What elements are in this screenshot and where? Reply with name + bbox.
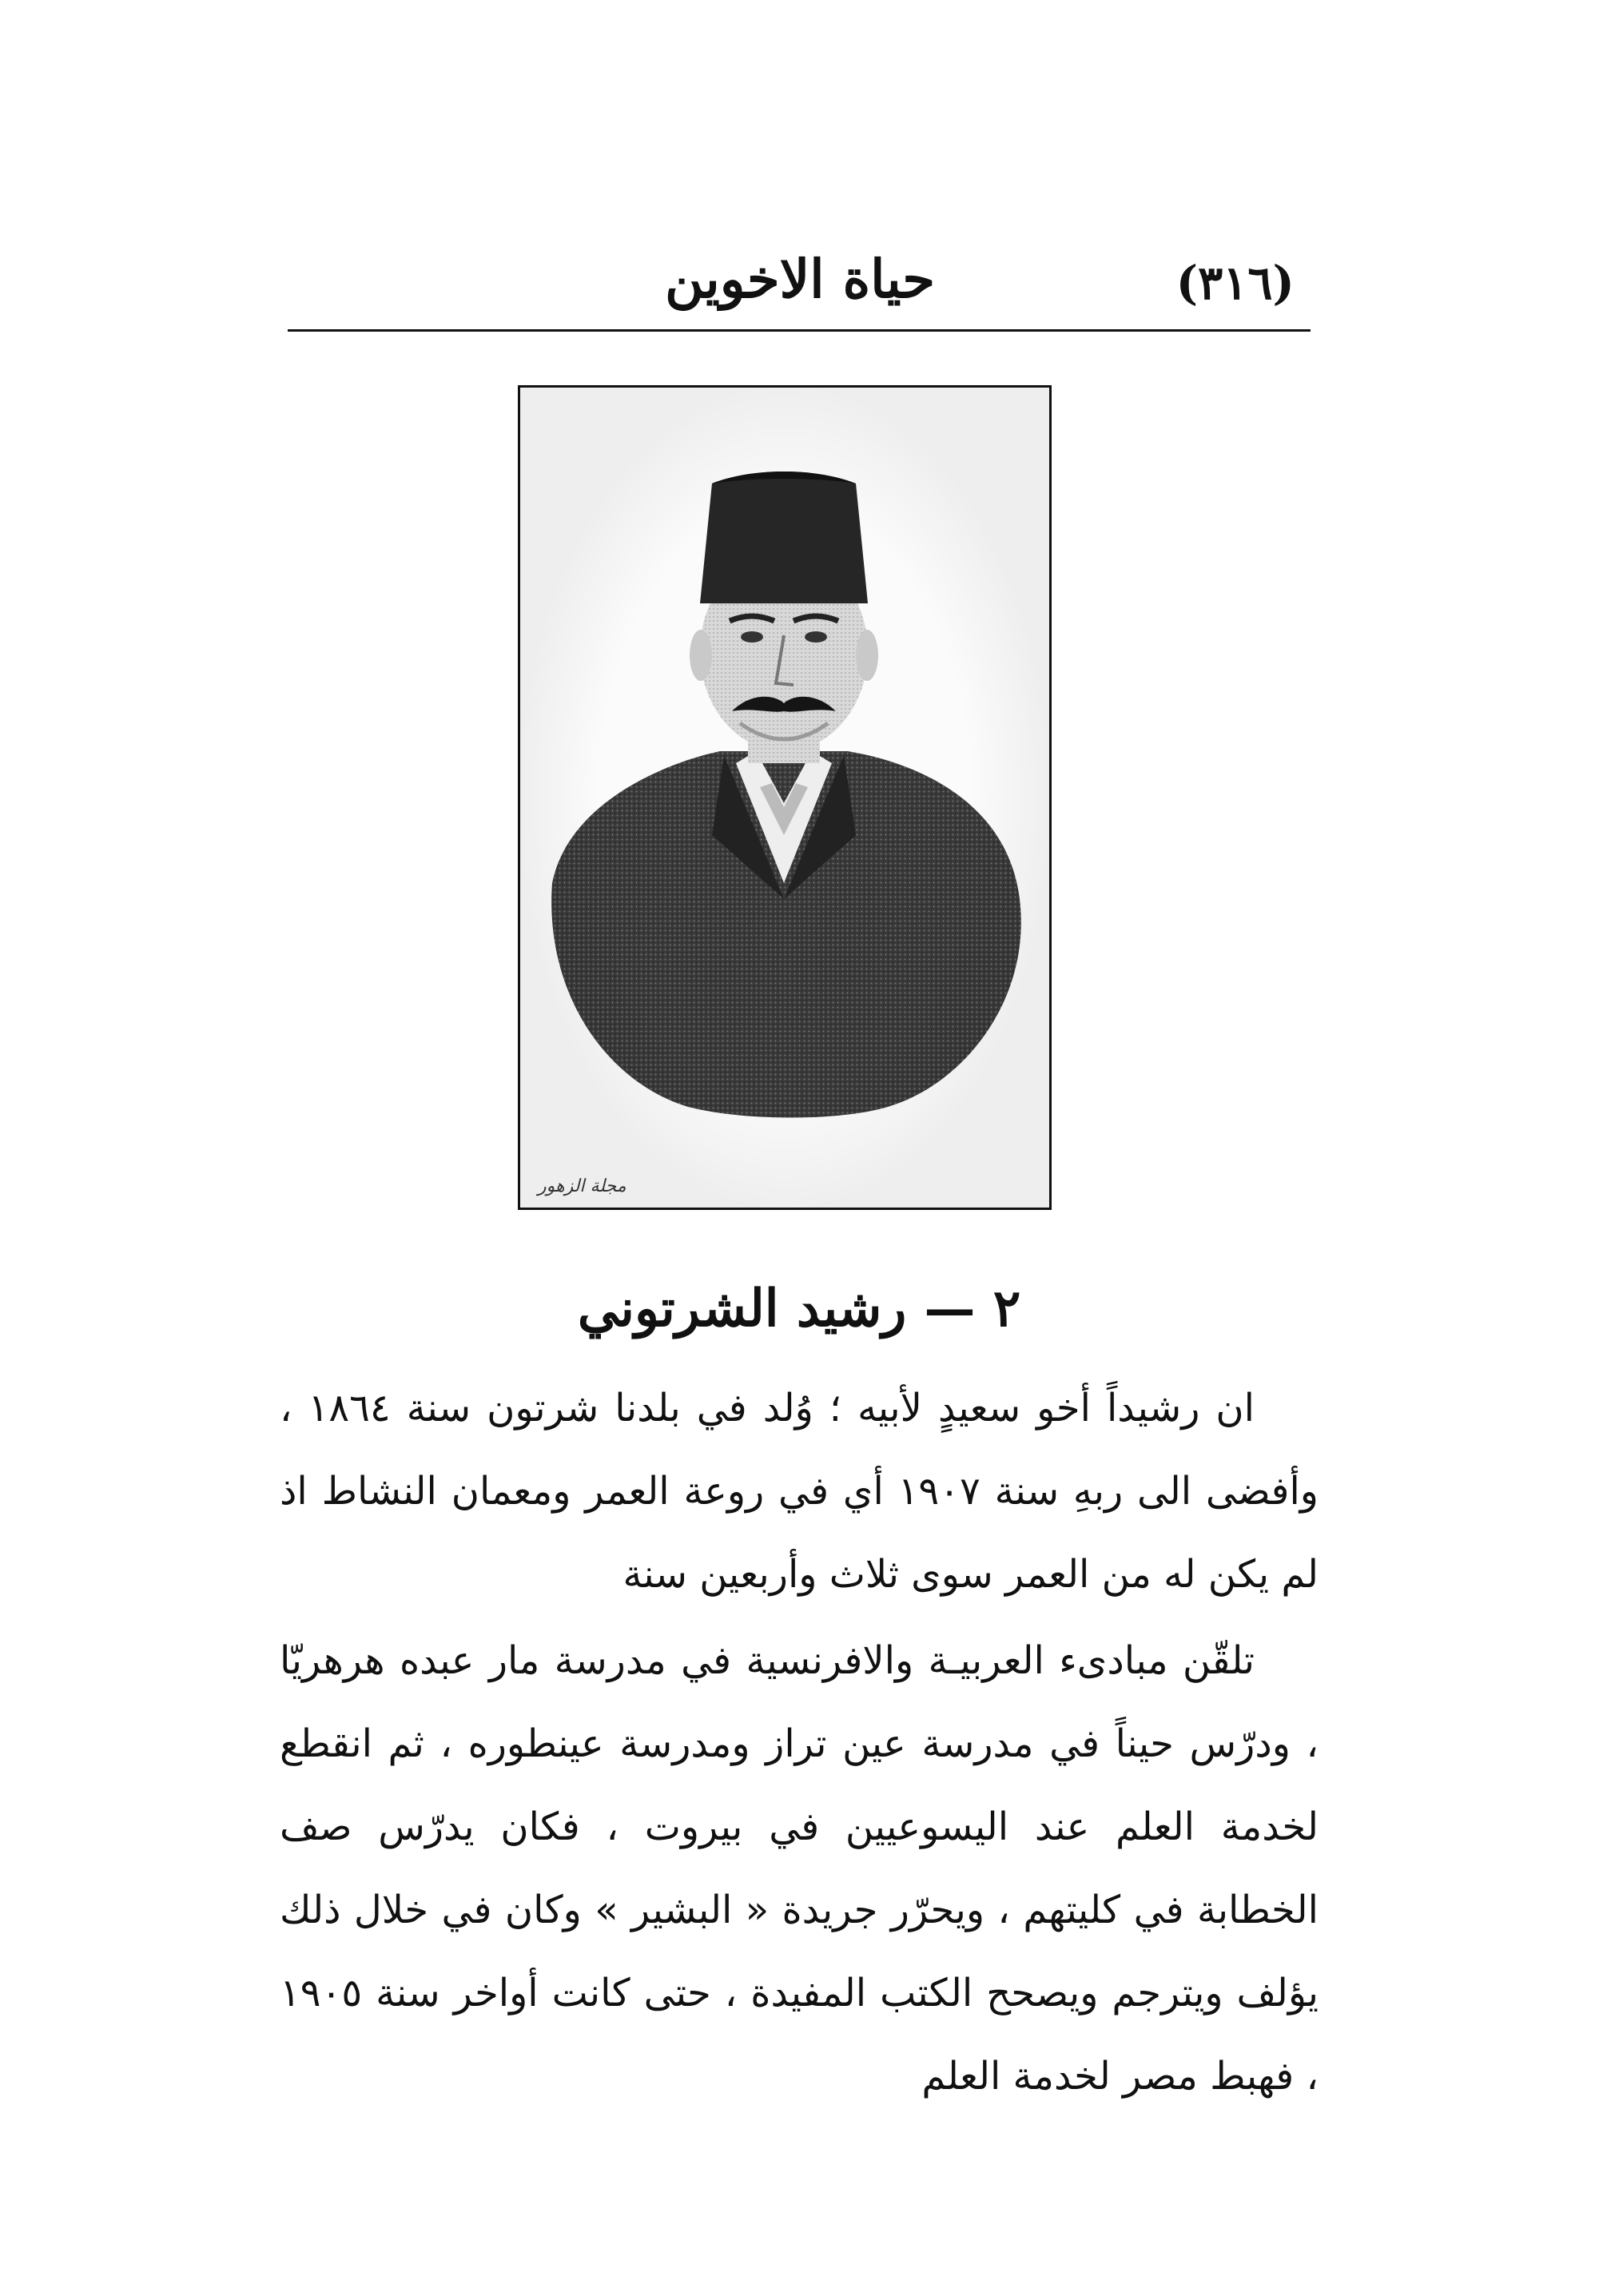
paragraph: تلقّن مبادىء العربيـة والافرنسية في مدرسة مار عبده هرهريّا ، ودرّس حيناً في مدرسة عين تراز ومدرسة عينطوره ، ثم انقطع لخدمة العلم عند اليسوعيين في بيروت ، فكان يدرّس صف الخطابة في كليتهم ، ويحرّر جريدة « البشير » وكان في خلال ذلك يؤلف ويترجم ويصحح الكتب المفيدة ، حتى كانت أواخر سنة ١٩٠٥ ، فهبط مصر لخدمة العلم xyxy=(280,1638,1319,2099)
portrait-photo xyxy=(518,385,1052,1210)
header-divider xyxy=(288,329,1311,332)
book-title: حياة الاخوين xyxy=(665,248,935,310)
photo-credit: مجلة الزهور xyxy=(538,1176,626,1196)
portrait-illustration xyxy=(520,388,1049,1208)
page-number: (٣١٦) xyxy=(1175,256,1295,310)
running-header xyxy=(288,240,1311,328)
section-heading: ٢ — رشيد الشرتوني xyxy=(577,1279,1021,1339)
body-text xyxy=(280,1367,1319,2121)
paragraph: ان رشيداً أخو سعيدٍ لأبيه ؛ وُلد في بلدنا شرتون سنة ١٨٦٤ ، وأفضى الى ربهِ سنة ١٩٠٧ أي في روعة العمر ومعمان النشاط اذ لم يكن له من العمر سوى ثلاث وأربعين سنة xyxy=(280,1386,1319,1597)
